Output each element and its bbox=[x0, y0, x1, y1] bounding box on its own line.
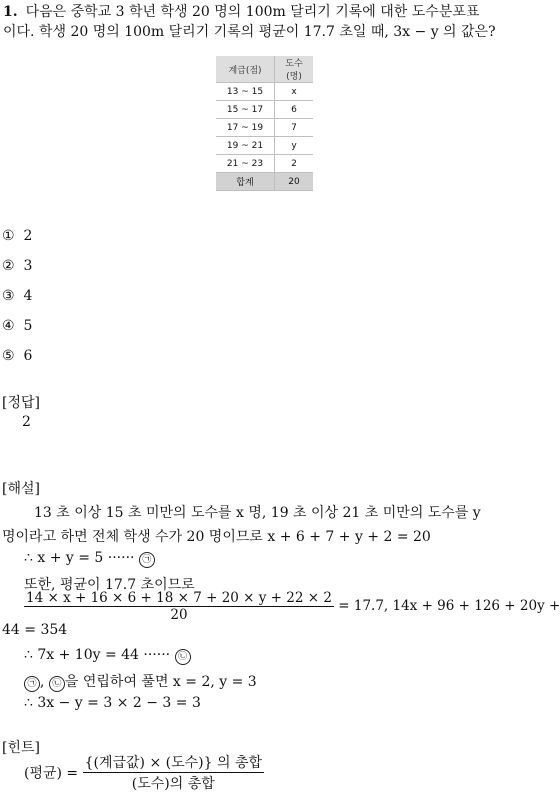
solution-line-2: 명이라고 하면 전체 학생 수가 20 명이므로 x + 6 + 7 + y + 2 = 20 bbox=[2, 529, 431, 545]
solution-fraction-denominator: 20 bbox=[170, 607, 188, 623]
choice-mark: ① bbox=[2, 228, 15, 244]
choice-2[interactable] bbox=[2, 258, 32, 274]
choice-value: 5 bbox=[23, 318, 33, 334]
question-number: 1. bbox=[3, 4, 18, 20]
choice-mark: ③ bbox=[2, 288, 15, 304]
table-row bbox=[216, 83, 313, 101]
solution-line-7-text: ∴ 7x + 10y = 44 ······ bbox=[24, 647, 171, 663]
solution-line-3-text: ∴ x + y = 5 ······ bbox=[24, 550, 135, 566]
answer-value: 2 bbox=[22, 414, 31, 430]
table-cell: 13 ~ 15 bbox=[216, 83, 275, 101]
table-header-frequency: 도수(명) bbox=[275, 56, 314, 83]
table-total-row bbox=[216, 173, 313, 191]
choice-value: 2 bbox=[23, 228, 33, 244]
solution-fraction-numerator: 14 × x + 16 × 6 + 18 × 7 + 20 × y + 22 × 2 bbox=[26, 590, 332, 606]
table-cell: 17 ~ 19 bbox=[216, 119, 275, 137]
table-cell: 20 bbox=[275, 173, 314, 191]
solution-heading: [해설] bbox=[2, 481, 40, 497]
question-line-2: 이다. 학생 20 명의 100m 달리기 기록의 평균이 17.7 초일 때, 3x − y 의 값은? bbox=[3, 24, 496, 40]
solution-fraction bbox=[24, 590, 334, 623]
solution-line-8: ㉠ , ㉡ 을 연립하여 풀면 x = 2, y = 3 bbox=[24, 671, 257, 692]
choice-5[interactable] bbox=[2, 348, 32, 364]
solution-line-6: 44 = 354 bbox=[2, 622, 68, 638]
table-cell: 21 ~ 23 bbox=[216, 155, 275, 173]
table-header-class: 계급(점) bbox=[216, 56, 275, 83]
choice-mark: ② bbox=[2, 258, 15, 274]
answer-heading: [정답] bbox=[2, 395, 40, 411]
solution-line-1: 13 초 이상 15 초 미만의 도수를 x 명, 19 초 이상 21 초 미만의 도수를 y bbox=[34, 505, 481, 521]
table-cell: 15 ~ 17 bbox=[216, 101, 275, 119]
hint-lhs: (평균) = bbox=[24, 765, 79, 782]
table-cell: 합계 bbox=[216, 173, 275, 191]
circled-nieun-symbol: ㉡ bbox=[49, 676, 65, 692]
solution-line-4: 또한, 평균이 17.7 초이므로 bbox=[24, 577, 195, 593]
choice-mark: ⑤ bbox=[2, 348, 15, 364]
hint-fraction-denominator: (도수)의 총합 bbox=[131, 776, 215, 792]
choice-1[interactable] bbox=[2, 228, 32, 244]
solution-equation-line bbox=[24, 590, 560, 623]
circled-giyeok-symbol: ㉠ bbox=[24, 676, 40, 692]
table-cell: 19 ~ 21 bbox=[216, 137, 275, 155]
frequency-table bbox=[216, 56, 313, 191]
table-cell: y bbox=[275, 137, 314, 155]
solution-line-7 bbox=[24, 647, 191, 665]
hint-fraction bbox=[83, 752, 264, 793]
solution-line-5-rest: = 17.7, 14x + 96 + 126 + 20y + bbox=[338, 598, 560, 614]
circled-nieun-symbol: ㉡ bbox=[175, 649, 191, 665]
solution-line-3 bbox=[24, 550, 155, 568]
table-cell: 7 bbox=[275, 119, 314, 137]
question-line-1 bbox=[3, 2, 479, 22]
circled-giyeok-symbol: ㉠ bbox=[139, 552, 155, 568]
table-row bbox=[216, 155, 313, 173]
question-text-1: 다음은 중학교 3 학년 학생 20 명의 100m 달리기 기록에 대한 도수분포표 bbox=[25, 4, 480, 20]
table-cell: 2 bbox=[275, 155, 314, 173]
choice-3[interactable] bbox=[2, 288, 32, 304]
choice-value: 4 bbox=[23, 288, 33, 304]
choice-mark: ④ bbox=[2, 318, 15, 334]
solution-line-8-text: 을 연립하여 풀면 x = 2, y = 3 bbox=[64, 674, 257, 690]
solution-line-9: ∴ 3x − y = 3 × 2 − 3 = 3 bbox=[24, 695, 201, 711]
choice-value: 6 bbox=[23, 348, 33, 364]
hint-fraction-numerator: {(계급값) × (도수)} 의 총합 bbox=[83, 752, 264, 773]
table-cell: 6 bbox=[275, 101, 314, 119]
hint-heading: [힌트] bbox=[2, 740, 40, 756]
table-row bbox=[216, 101, 313, 119]
table-cell: x bbox=[275, 83, 314, 101]
table-row bbox=[216, 137, 313, 155]
hint-formula bbox=[24, 752, 264, 793]
choice-4[interactable] bbox=[2, 318, 32, 334]
table-row bbox=[216, 119, 313, 137]
choice-value: 3 bbox=[23, 258, 33, 274]
